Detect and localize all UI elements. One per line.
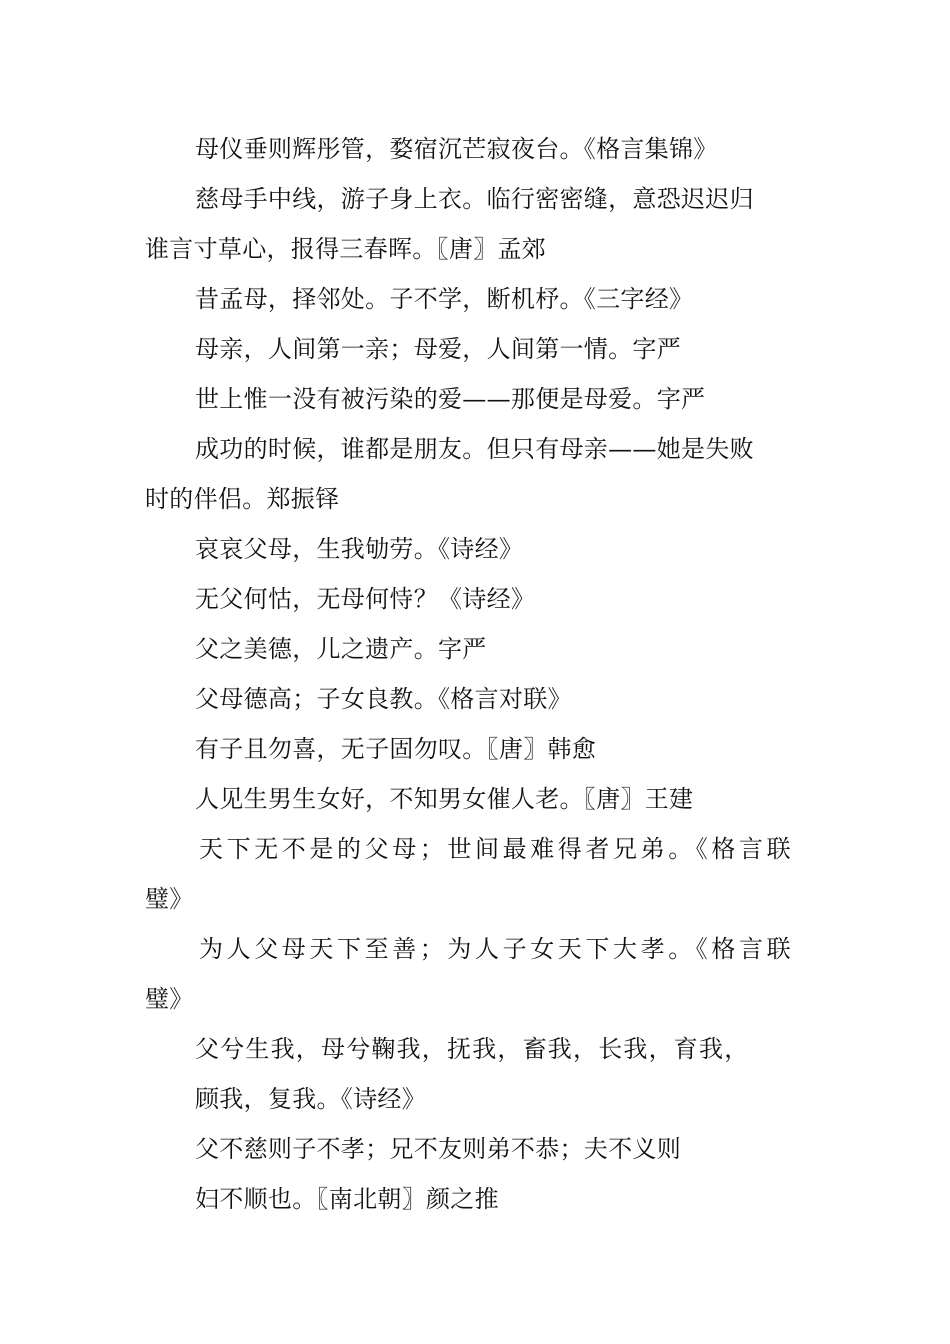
text-line: 母仪垂则辉彤管，婺宿沉芒寂夜台。《格言集锦》 [195,135,718,163]
text-line: 天下无不是的父母；世间最难得者兄弟。《格言联 [199,835,795,863]
text-line: 哀哀父母，生我劬劳。《诗经》 [195,535,524,563]
text-line: 父之美德，儿之遗产。字严 [195,635,487,663]
text-line: 成功的时候，谁都是朋友。但只有母亲——她是失败 [195,435,754,463]
text-line: 母亲，人间第一亲；母爱，人间第一情。字严 [195,335,681,363]
text-line: 慈母手中线，游子身上衣。临行密密缝，意恐迟迟归 [195,185,754,213]
text-line: 顾我，复我。《诗经》 [195,1085,426,1113]
text-line: 为人父母天下至善；为人子女天下大孝。《格言联 [199,935,795,963]
text-line: 人见生男生女好，不知男女催人老。〖唐〗王建 [195,785,694,813]
text-line: 父母德高；子女良教。《格言对联》 [195,685,572,713]
text-line: 父不慈则子不孝；兄不友则弟不恭；夫不义则 [195,1135,681,1163]
text-line: 有子且勿喜，无子固勿叹。〖唐〗韩愈 [195,735,597,763]
text-line: 璧》 [145,885,194,913]
text-line: 昔孟母，择邻处。子不学，断机杼。《三字经》 [195,285,694,313]
text-line: 无父何怙，无母何恃？《诗经》 [195,585,536,613]
text-line: 父兮生我，母兮鞠我，抚我，畜我，长我，育我， [195,1035,750,1063]
text-line: 璧》 [145,985,194,1013]
text-line: 世上惟一没有被污染的爱——那便是母爱。字严 [195,385,706,413]
text-line: 妇不顺也。〖南北朝〗颜之推 [195,1185,499,1213]
text-line: 时的伴侣。郑振铎 [145,485,340,513]
text-line: 谁言寸草心，报得三春晖。〖唐〗孟郊 [145,235,547,263]
